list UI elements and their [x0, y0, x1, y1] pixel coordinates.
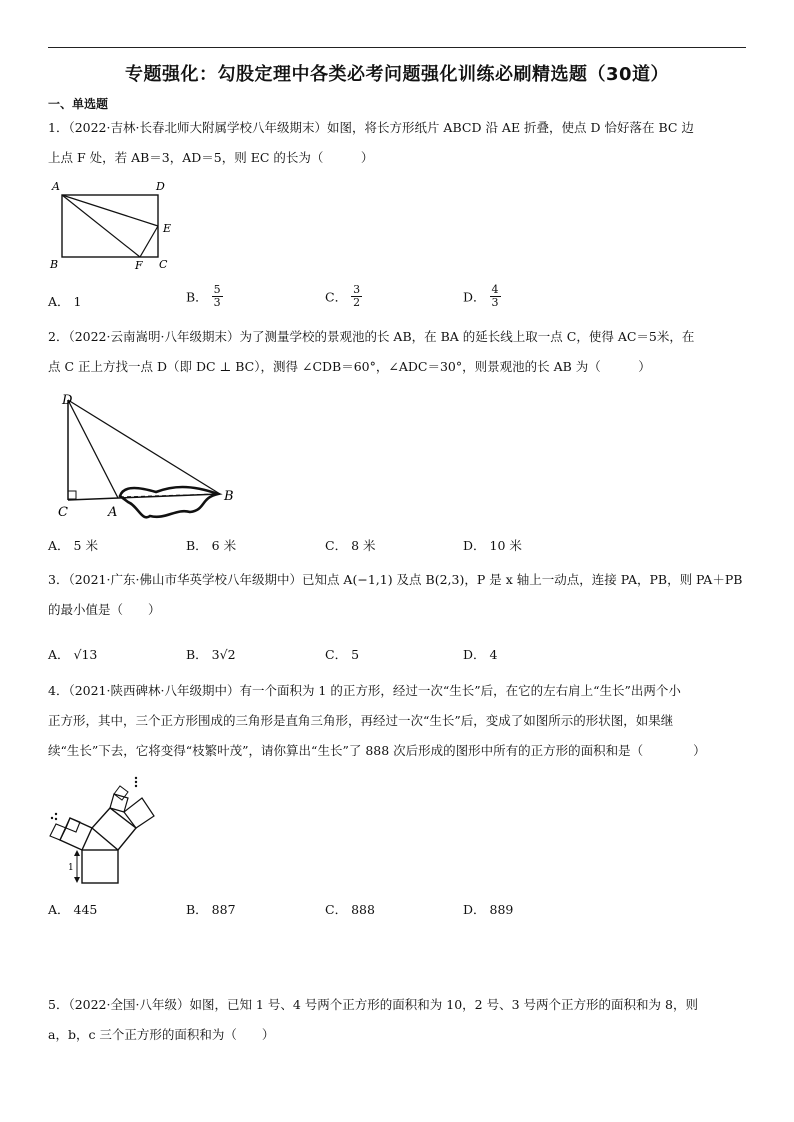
dot: [55, 818, 57, 820]
dot: [51, 817, 53, 819]
question-4-line1: 4．（2021·陕西碑林·八年级期中）有一个面积为 1 的正方形，经过一次“生长”后，在它的左右肩上“生长”出两个小: [48, 683, 681, 698]
section-heading: 一、单选题: [48, 97, 109, 111]
label-d: D: [62, 393, 73, 408]
q3-option-c[interactable]: C． 5: [325, 647, 360, 662]
label-b: B: [224, 489, 234, 504]
q2-option-a[interactable]: A． 5 米: [48, 538, 98, 553]
segment-db: [68, 400, 220, 494]
question-3-line2: 的最小值是（ ）: [48, 602, 161, 617]
fraction: $\frac{4}{3}$: [491, 283, 499, 309]
label-c: C: [58, 505, 68, 520]
q3-option-d[interactable]: D． 4: [463, 647, 498, 662]
q2-option-b[interactable]: B． 6 米: [186, 538, 237, 553]
dimension-label: 1: [68, 863, 74, 873]
label-a: A: [52, 180, 60, 193]
question-1-line2: 上点 F 处，若 AB＝3，AD＝5，则 EC 的长为（ ）: [48, 150, 374, 165]
label-d: D: [156, 180, 165, 193]
question-1: [48, 113, 748, 173]
dot: [135, 781, 137, 783]
rectangle-abcd: [62, 195, 158, 257]
question-1-line1: 1．（2022·吉林·长春北师大附属学校八年级期末）如图，将长方形纸片 ABCD 沿 AE 折叠，使点 D 恰好落在 BC 边: [48, 120, 694, 135]
dot: [135, 785, 137, 787]
pool-outline: [120, 487, 218, 517]
left-square: [60, 818, 92, 850]
q4-option-d[interactable]: D． 889: [463, 902, 514, 917]
right-angle-mark: [68, 491, 76, 499]
q1-option-d[interactable]: D． $\frac{4}{3}$: [463, 283, 499, 309]
q3-option-b[interactable]: B． 3√2: [186, 647, 236, 662]
base-square: [82, 850, 118, 883]
question-2: [48, 322, 748, 382]
question-5: [48, 990, 748, 1050]
q2-option-d[interactable]: D． 10 米: [463, 538, 522, 553]
upper-square-1: [110, 794, 128, 812]
q3-option-a[interactable]: A． √13: [48, 647, 98, 662]
fraction: $\frac{5}{3}$: [213, 283, 221, 309]
question-3: [48, 565, 748, 625]
question-4-line2: 正方形，其中，三个正方形围成的三角形是直角三角形，再经过一次“生长”后，变成了如图所示的形状图，如果继: [48, 713, 674, 728]
top-rule: [48, 47, 746, 48]
upper-square-2: [124, 798, 154, 828]
question-2-line1: 2．（2022·云南嵩明·八年级期末）为了测量学校的景观池的长 AB，在 BA 的延长线上取一点 C，使得 AC＝5米，在: [48, 329, 695, 344]
label-b: B: [50, 258, 59, 270]
question-3-line1: 3．（2021·广东·佛山市华英学校八年级期中）已知点 A(−1,1) 及点 B(2,3)，P 是 x 轴上一动点，连接 PA，PB，则 PA＋PB: [48, 572, 743, 587]
q2-option-c[interactable]: C． 8 米: [325, 538, 376, 553]
arrow-head-down: [74, 877, 80, 883]
question-2-line2: 点 C 正上方找一点 D（即 DC ⊥ BC），测得 ∠CDB＝60°，∠ADC＝30°，则景观池的长 AB 为（ ）: [48, 359, 651, 374]
left-upper-square-1: [50, 824, 66, 840]
q4-option-b[interactable]: B． 887: [186, 902, 236, 917]
figure-pythagoras-tree: [44, 772, 174, 890]
dot: [135, 777, 137, 779]
q1-option-a[interactable]: A． 1: [48, 294, 82, 309]
label-f: F: [135, 259, 143, 270]
question-5-line2: a，b，c 三个正方形的面积和为（ ）: [48, 1027, 275, 1042]
q1-option-b[interactable]: B． $\frac{5}{3}$: [186, 283, 221, 309]
label-e: E: [163, 222, 172, 235]
fold-line-ae: [62, 195, 158, 226]
label-a: A: [108, 505, 118, 520]
question-5-line1: 5．（2022·全国·八年级）如图，已知 1 号、4 号两个正方形的面积和为 10，2 号、3 号两个正方形的面积和为 8，则: [48, 997, 698, 1012]
figure-landscape-pool: [50, 388, 250, 528]
label-c: C: [159, 258, 168, 270]
segment-af: [62, 195, 140, 257]
q4-option-c[interactable]: C． 888: [325, 902, 375, 917]
fraction: $\frac{3}{2}$: [353, 283, 361, 309]
figure-rectangle-fold: [44, 178, 184, 270]
question-4-line3: 续“生长”下去，它将变得“枝繁叶茂”，请你算出“生长”了 888 次后形成的图形中所有的正方形的面积和是（ ）: [48, 743, 706, 758]
q4-option-a[interactable]: A． 445: [48, 902, 98, 917]
q1-option-c[interactable]: C． $\frac{3}{2}$: [325, 283, 361, 309]
segment-fe: [140, 226, 158, 257]
arrow-head-up: [74, 850, 80, 856]
right-square: [92, 808, 136, 850]
dot: [55, 813, 57, 815]
page-title: 专题强化：勾股定理中各类必考问题强化训练必刷精选题（30道）: [124, 64, 670, 85]
question-4: [48, 676, 748, 766]
